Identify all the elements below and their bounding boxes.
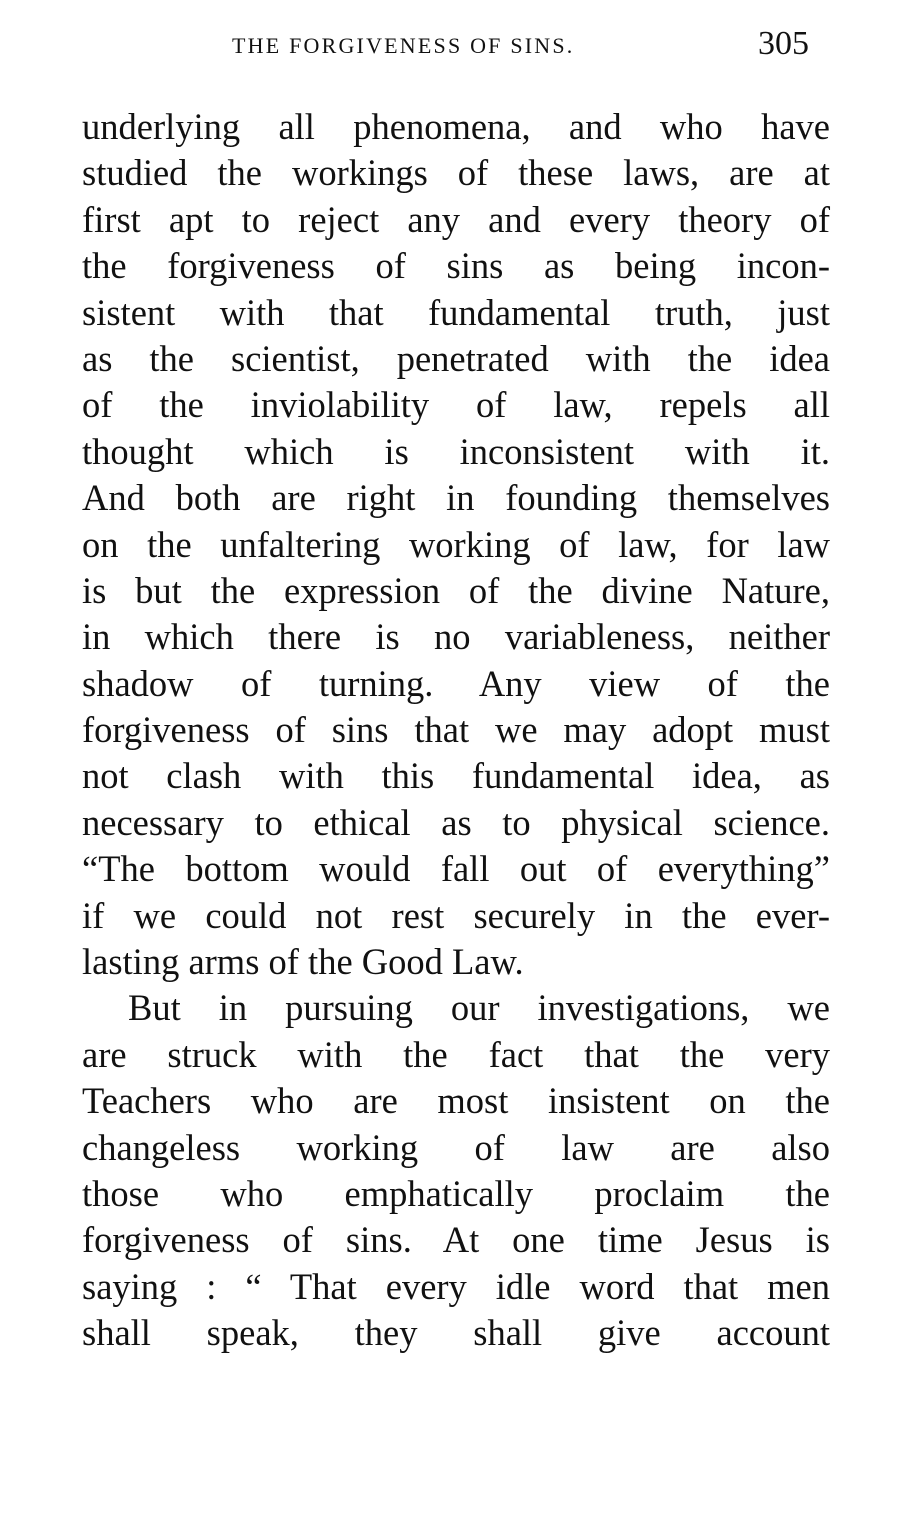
- body-text: [82, 104, 830, 1357]
- text-line: the forgiveness of sins as being incon-: [82, 245, 830, 287]
- text-line: not clash with this fundamental idea, as: [82, 755, 830, 797]
- text-line: necessary to ethical as to physical science.: [82, 801, 830, 843]
- text-line: forgiveness of sins. At one time Jesus is: [82, 1219, 830, 1261]
- text-line: shall speak, they shall give account: [82, 1312, 830, 1354]
- text-line: are struck with the fact that the very: [82, 1033, 830, 1075]
- paragraph: [82, 104, 830, 985]
- text-line: “The bottom would fall out of everything”: [82, 848, 830, 890]
- text-line: But in pursuing our investigations, we: [128, 987, 830, 1029]
- text-line: shadow of turning. Any view of the: [82, 662, 830, 704]
- text-line: forgiveness of sins that we may adopt must: [82, 709, 830, 751]
- text-line: in which there is no variableness, neither: [82, 616, 830, 658]
- text-line: saying : “ That every idle word that men: [82, 1265, 830, 1307]
- text-line: sistent with that fundamental truth, just: [82, 291, 830, 333]
- text-line: is but the expression of the divine Nature,: [82, 569, 830, 611]
- text-line: on the unfaltering working of law, for law: [82, 523, 830, 565]
- page-number: 305: [758, 25, 809, 62]
- text-line: studied the workings of these laws, are at: [82, 152, 830, 194]
- running-header: [0, 26, 900, 66]
- text-line: first apt to reject any and every theory of: [82, 198, 830, 240]
- text-line: lasting arms of the Good Law.: [82, 941, 524, 983]
- text-line: changeless working of law are also: [82, 1126, 830, 1168]
- paragraph: [82, 985, 830, 1356]
- text-line: And both are right in founding themselves: [82, 477, 830, 519]
- text-line: those who emphatically proclaim the: [82, 1172, 830, 1214]
- text-line: as the scientist, penetrated with the idea: [82, 337, 830, 379]
- running-title: THE FORGIVENESS OF SINS.: [232, 33, 575, 58]
- text-line: Teachers who are most insistent on the: [82, 1080, 830, 1122]
- text-line: thought which is inconsistent with it.: [82, 430, 830, 472]
- text-line: if we could not rest securely in the ever-: [82, 894, 830, 936]
- text-line: underlying all phenomena, and who have: [82, 106, 830, 147]
- text-line: of the inviolability of law, repels all: [82, 384, 830, 426]
